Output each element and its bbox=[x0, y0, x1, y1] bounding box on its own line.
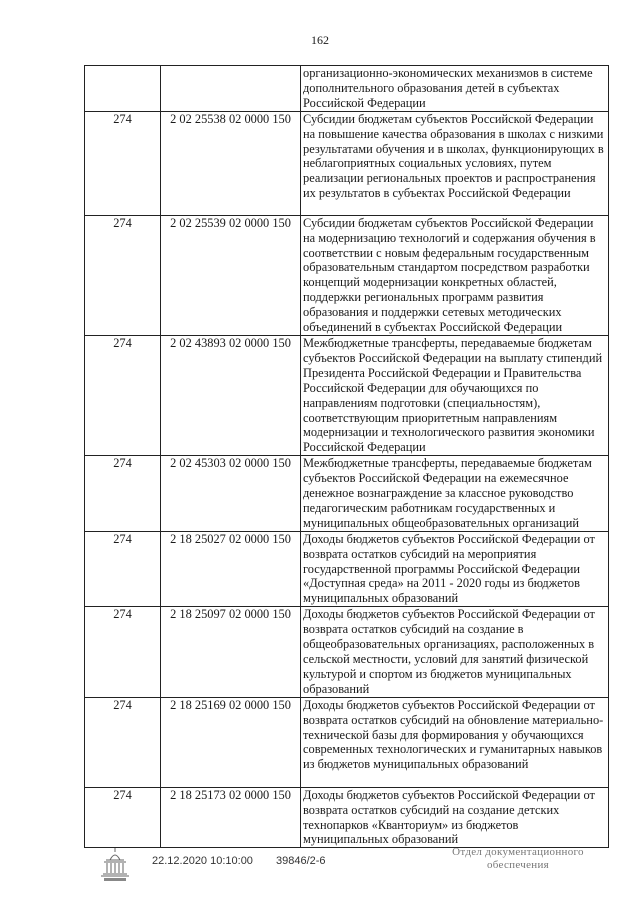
table-row bbox=[85, 111, 609, 215]
revenue-name-cell: Субсидии бюджетам субъектов Российской Федерации на повышение качества образования в школах с низкими результатами обучения и в школах, функционирующих в неблагоприятных социальных условиях, путем реализации региональных проектов и распространения их результатов в субъектах Российской Федерации bbox=[301, 111, 609, 215]
budget-code-cell: 2 02 25539 02 0000 150 bbox=[161, 215, 301, 335]
admin-code-cell: 274 bbox=[85, 215, 161, 335]
admin-code-cell: 274 bbox=[85, 531, 161, 607]
admin-code-cell: 274 bbox=[85, 697, 161, 787]
table-row bbox=[85, 456, 609, 532]
budget-code-cell: 2 02 25538 02 0000 150 bbox=[161, 111, 301, 215]
budget-code-cell: 2 18 25097 02 0000 150 bbox=[161, 607, 301, 697]
revenue-name-cell: Доходы бюджетов субъектов Российской Федерации от возврата остатков субсидий на создание детских технопарков «Кванториум» из бюджетов муниципальных образований bbox=[301, 787, 609, 848]
document-number: 39846/2-6 bbox=[276, 855, 326, 867]
budget-code-cell: 2 18 25169 02 0000 150 bbox=[161, 697, 301, 787]
admin-code-cell: 274 bbox=[85, 111, 161, 215]
budget-code-cell: 2 02 43893 02 0000 150 bbox=[161, 335, 301, 455]
table-row bbox=[85, 531, 609, 607]
parliament-building-icon bbox=[98, 846, 132, 882]
revenue-name-cell: Межбюджетные трансферты, передаваемые бюджетам субъектов Российской Федерации на выплату стипендий Президента Российской Федерации и Правительства Российской Федерации для обучающихся по направлениям подготовки (специальностям), соответствующим приоритетным направлениям модернизации и технологического развития экономики Российской Федерации bbox=[301, 335, 609, 455]
table-row bbox=[85, 335, 609, 455]
footer bbox=[0, 846, 640, 896]
budget-code-cell: 2 18 25027 02 0000 150 bbox=[161, 531, 301, 607]
revenue-name-cell: Доходы бюджетов субъектов Российской Федерации от возврата остатков субсидий на создание в общеобразовательных организациях, расположенных в сельской местности, условий для занятий физической культурой и спортом из бюджетов муниципальных образований bbox=[301, 607, 609, 697]
admin-code-cell: 274 bbox=[85, 456, 161, 532]
admin-code-cell: 274 bbox=[85, 787, 161, 848]
revenue-name-cell: Доходы бюджетов субъектов Российской Федерации от возврата остатков субсидий на обновление материально-технической базы для формирования у обучающихся современных технологических и гуманитарных навыков из бюджетов муниципальных образований bbox=[301, 697, 609, 787]
table-row bbox=[85, 66, 609, 112]
department-stamp bbox=[448, 846, 588, 872]
table-row bbox=[85, 697, 609, 787]
table-row bbox=[85, 215, 609, 335]
stamp-line-2: обеспечения bbox=[486, 859, 550, 871]
stamp-line-1: Отдел документационного bbox=[452, 846, 584, 858]
revenue-name-cell: Межбюджетные трансферты, передаваемые бюджетам субъектов Российской Федерации на ежемесячное денежное вознаграждение за классное руководство педагогическим работникам государственных и муниципальных общеобразовательных организаций bbox=[301, 456, 609, 532]
table-row bbox=[85, 607, 609, 697]
revenue-name-cell: Доходы бюджетов субъектов Российской Федерации от возврата остатков субсидий на мероприятия государственной программы Российской Федерации «Доступная среда» на 2011 - 2020 годы из бюджетов муниципальных образований bbox=[301, 531, 609, 607]
admin-code-cell bbox=[85, 66, 161, 112]
print-datetime: 22.12.2020 10:10:00 bbox=[152, 855, 253, 867]
admin-code-cell: 274 bbox=[85, 335, 161, 455]
budget-code-cell: 2 02 45303 02 0000 150 bbox=[161, 456, 301, 532]
page-number: 162 bbox=[311, 33, 329, 47]
revenue-codes-table bbox=[84, 65, 609, 848]
revenue-name-cell: организационно-экономических механизмов в системе дополнительного образования детей в субъектах Российской Федерации bbox=[301, 66, 609, 112]
revenue-name-cell: Субсидии бюджетам субъектов Российской Федерации на модернизацию технологий и содержания обучения в соответствии с новым федеральным государственным образовательным стандартом посредством разработки концепций модернизации конкретных областей, поддержки региональных программ развития образования и поддержки сетевых методических объединений в субъектах Российской Федерации bbox=[301, 215, 609, 335]
budget-code-cell: 2 18 25173 02 0000 150 bbox=[161, 787, 301, 848]
admin-code-cell: 274 bbox=[85, 607, 161, 697]
budget-code-cell bbox=[161, 66, 301, 112]
table-row bbox=[85, 787, 609, 848]
